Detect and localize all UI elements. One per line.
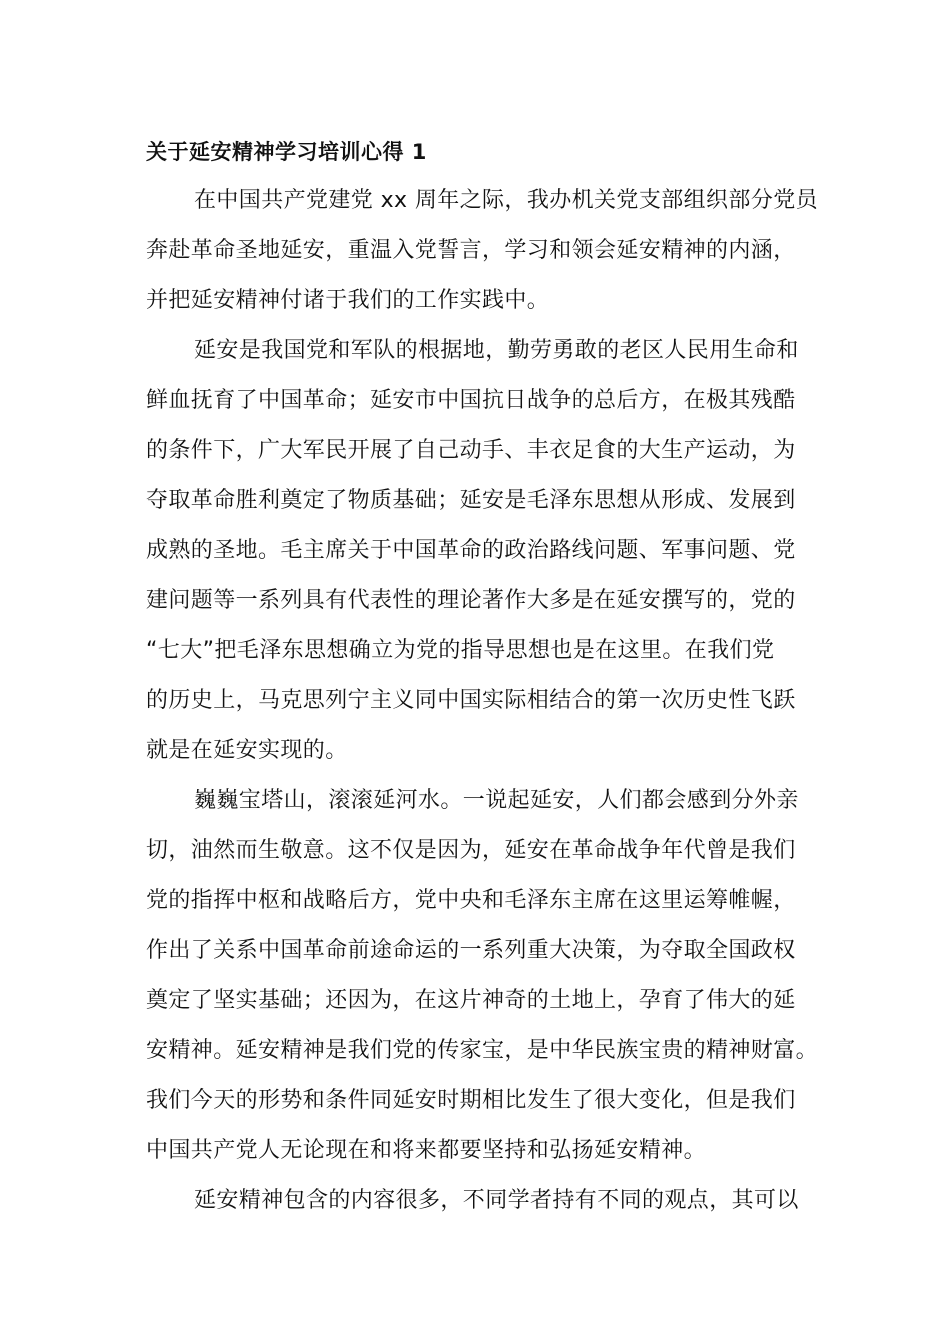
text-line: 奔赴革命圣地延安，重温入党誓言，学习和领会延安精神的内涵， (146, 238, 796, 263)
text-line: 鲜血抚育了中国革命；延安市中国抗日战争的总后方，在极其残酷 (146, 388, 796, 413)
paragraph-2 (146, 326, 816, 776)
paragraph-4 (146, 1176, 816, 1226)
text-line: 就是在延安实现的。 (146, 738, 348, 763)
text-line: 延安是我国党和军队的根据地，勤劳勇敢的老区人民用生命和 (194, 338, 799, 363)
text-line: 延安精神包含的内容很多，不同学者持有不同的观点，其可以 (194, 1188, 799, 1213)
text-line: 中国共产党人无论现在和将来都要坚持和弘扬延安精神。 (146, 1138, 707, 1163)
text-line: 并把延安精神付诸于我们的工作实践中。 (146, 288, 550, 313)
text-line: 成熟的圣地。毛主席关于中国革命的政治路线问题、军事问题、党 (146, 538, 796, 563)
document-title: 关于延安精神学习培训心得 1 (146, 140, 427, 164)
text-line: 夺取革命胜利奠定了物质基础；延安是毛泽东思想从形成、发展到 (146, 488, 796, 513)
document-body (146, 176, 819, 1226)
text-line: 在中国共产党建党 xx 周年之际，我办机关党支部组织部分党员 (194, 188, 819, 213)
text-line: 党的指挥中枢和战略后方，党中央和毛泽东主席在这里运筹帷幄， (146, 888, 796, 913)
text-line: 建问题等一系列具有代表性的理论著作大多是在延安撰写的，党的 (146, 588, 796, 613)
text-line: 巍巍宝塔山，滚滚延河水。一说起延安，人们都会感到分外亲 (194, 788, 799, 813)
text-line: 奠定了坚实基础；还因为，在这片神奇的土地上，孕育了伟大的延 (146, 988, 796, 1013)
text-line: 切，油然而生敬意。这不仅是因为，延安在革命战争年代曾是我们 (146, 838, 796, 863)
text-line: 我们今天的形势和条件同延安时期相比发生了很大变化，但是我们 (146, 1088, 796, 1113)
paragraph-3 (146, 776, 819, 1176)
text-line: 的历史上，马克思列宁主义同中国实际相结合的第一次历史性飞跃 (146, 688, 796, 713)
text-line: “七大”把毛泽东思想确立为党的指导思想也是在这里。在我们党 (146, 638, 775, 663)
text-line: 的条件下，广大军民开展了自己动手、丰衣足食的大生产运动，为 (146, 438, 796, 463)
text-line: 作出了关系中国革命前途命运的一系列重大决策，为夺取全国政权 (146, 938, 796, 963)
paragraph-1 (146, 176, 819, 326)
text-line: 安精神。延安精神是我们党的传家宝，是中华民族宝贵的精神财富。 (146, 1038, 819, 1063)
